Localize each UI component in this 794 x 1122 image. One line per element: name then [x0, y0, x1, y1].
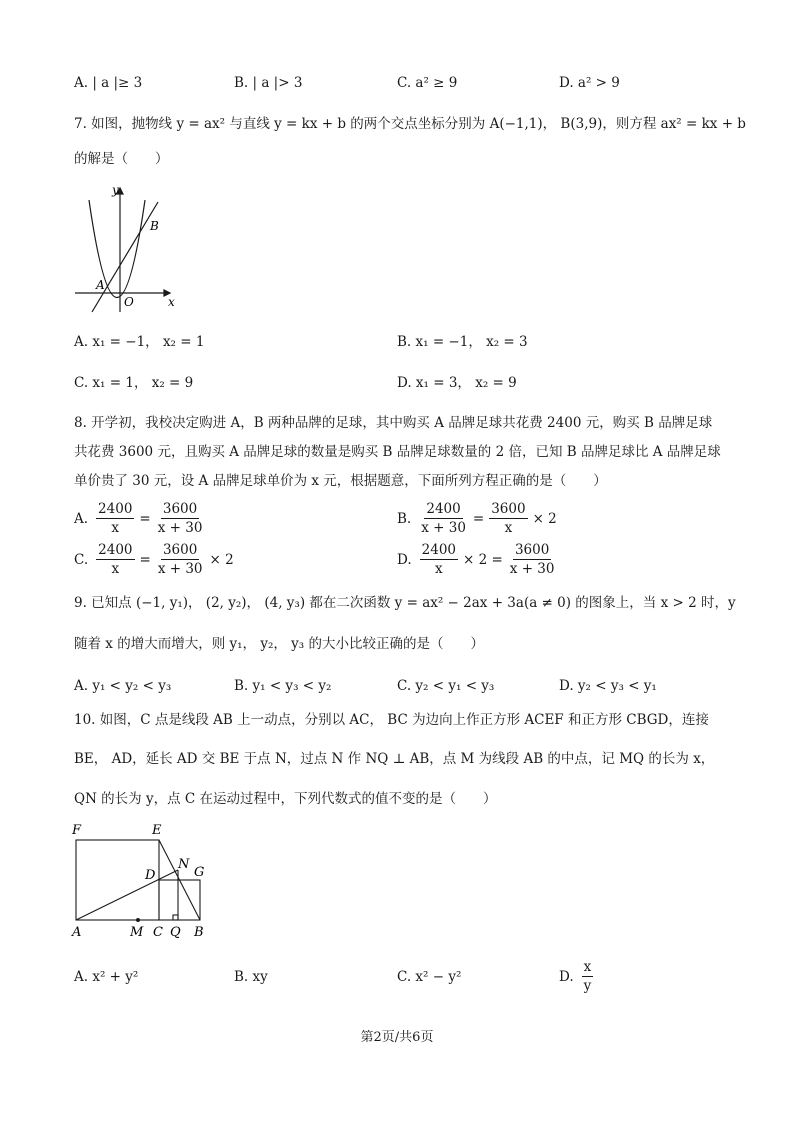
q8-b-tail: × 2: [532, 510, 557, 527]
q10-d-den: y: [583, 978, 592, 994]
q7-label-b: B: [150, 219, 159, 233]
q9-stem-line1: 9. 已知点 (−1, y₁)， (2, y₂)， (4, y₃) 都在二次函数 y = ax² − 2ax + 3a(a ≠ 0) 的图象上，当 x > 2 时，y: [74, 595, 736, 611]
q8-option-b-frac2: [489, 500, 527, 537]
q8-d-d1: x: [435, 561, 443, 577]
q8-b-d1: x + 30: [421, 520, 466, 536]
q10-label-e: E: [152, 823, 162, 838]
q8-a-n1: 2400: [98, 501, 133, 517]
q9-stem-line2: 随着 x 的增大而增大，则 y₁， y₂， y₃ 的大小比较正确的是（ ）: [74, 636, 484, 652]
q9-option-c: C. y₂ < y₁ < y₃: [397, 678, 495, 694]
q8-b-d2: x: [504, 520, 513, 536]
q8-c-d2: x + 30: [157, 561, 203, 577]
q8-c-eq: =: [139, 551, 151, 568]
q8-b-n1: 2400: [426, 501, 461, 517]
q8-d-d2: x + 30: [509, 561, 555, 577]
q6-option-c: C. a² ≥ 9: [397, 75, 458, 91]
q10-option-d-label: D.: [559, 968, 574, 985]
q8-option-c-frac2: [156, 541, 205, 578]
q8-b-eq: =: [472, 510, 485, 527]
q9-option-d: D. y₂ < y₃ < y₁: [559, 678, 657, 694]
q7-option-d: D. x₁ = 3， x₂ = 9: [397, 375, 517, 391]
q8-d-mid: × 2 =: [463, 551, 503, 568]
q8-a-n2: 3600: [162, 501, 198, 517]
q7-option-c: C. x₁ = 1， x₂ = 9: [74, 375, 194, 391]
q9-option-a: A. y₁ < y₂ < y₃: [74, 678, 172, 694]
q8-a-eq: =: [139, 510, 151, 527]
q8-option-c-label: C.: [74, 551, 89, 568]
q10-label-d: D: [145, 868, 156, 883]
q8-option-d-label: D.: [397, 551, 412, 568]
q10-option-a: A. x² + y²: [74, 969, 139, 985]
q6-option-a: A. | a |≥ 3: [74, 75, 143, 91]
q8-option-d-frac1: [420, 541, 458, 578]
q10-line-an: [76, 870, 178, 920]
q8-option-a-frac1: [96, 500, 134, 537]
q7-label-y: y: [112, 183, 119, 197]
q8-option-b-label: B.: [397, 510, 412, 527]
q7-option-a: A. x₁ = −1， x₂ = 1: [74, 334, 205, 350]
q8-option-a-label: A.: [74, 510, 89, 527]
q8-stem-line2: 共花费 3600 元，且购买 A 品牌足球的数量是购买 B 品牌足球数量的 2 倍，已知 B 品牌足球比 A 品牌足球: [74, 444, 721, 460]
q10-option-c: C. x² − y²: [397, 969, 462, 985]
q8-a-d2: x + 30: [157, 520, 203, 536]
q9-option-b: B. y₁ < y₃ < y₂: [234, 678, 332, 694]
q7-stem-line1: 7. 如图，抛物线 y = ax² 与直线 y = kx + b 的两个交点坐标分别为 A(−1,1)， B(3,9)，则方程 ax² = kx + b: [74, 116, 746, 132]
q10-label-c: C: [153, 925, 163, 940]
q7-label-x: x: [168, 295, 175, 309]
q8-b-n2: 3600: [491, 501, 526, 517]
q10-right-angle: [173, 915, 178, 920]
q10-label-b: B: [194, 925, 204, 940]
q8-a-d1: x: [111, 520, 120, 536]
q8-c-tail: × 2: [209, 551, 234, 568]
q8-c-n2: 3600: [162, 542, 198, 558]
q6-option-b: B. | a |> 3: [234, 75, 303, 91]
q6-option-d: D. a² > 9: [559, 75, 620, 91]
q8-option-b-frac1: [419, 500, 468, 537]
q10-label-q: Q: [170, 925, 181, 940]
q10-stem-line2: BE， AD，延长 AD 交 BE 于点 N，过点 N 作 NQ ⊥ AB，点 M 为线段 AB 的中点，记 MQ 的长为 x，: [74, 751, 715, 767]
q10-squares-figure: [66, 820, 226, 942]
q7-label-a: A: [96, 278, 105, 292]
q10-d-num: x: [583, 959, 592, 975]
q7-parabola-figure: [70, 182, 180, 317]
q7-option-b: B. x₁ = −1， x₂ = 3: [397, 334, 528, 350]
q8-c-d1: x: [111, 561, 120, 577]
q8-option-d-frac2: [508, 541, 557, 578]
q7-label-origin: O: [124, 295, 134, 309]
q10-label-g: G: [194, 865, 205, 880]
q8-stem-line1: 8. 开学初，我校决定购进 A，B 两种品牌的足球，其中购买 A 品牌足球共花费 2400 元，购买 B 品牌足球: [74, 415, 713, 431]
q8-c-n1: 2400: [98, 542, 133, 558]
q10-stem-line3: QN 的长为 y，点 C 在运动过程中，下列代数式的值不变的是（ ）: [74, 791, 497, 807]
q10-stem-line1: 10. 如图，C 点是线段 AB 上一动点，分别以 AC， BC 为边向上作正方形 ACEF 和正方形 CBGD，连接: [74, 712, 709, 728]
q8-option-d: [397, 541, 558, 578]
q8-d-n1: 2400: [421, 542, 456, 558]
q8-option-c-frac1: [96, 541, 134, 578]
q8-option-a-frac2: [156, 500, 205, 537]
q8-d-n2: 3600: [514, 542, 550, 558]
q8-stem-line3: 单价贵了 30 元，设 A 品牌足球单价为 x 元，根据题意，下面所列方程正确的是（ ）: [74, 473, 607, 489]
q8-option-c: [74, 541, 237, 578]
q10-label-n: N: [178, 857, 190, 872]
q8-option-b: [397, 500, 560, 537]
q10-square-cbgd: [159, 880, 200, 920]
q10-option-d: [559, 958, 595, 995]
q10-point-m: [136, 918, 140, 922]
page-footer: 第2页/共6页: [360, 1030, 434, 1045]
q10-label-m: M: [130, 925, 144, 940]
q10-option-d-frac: [582, 958, 594, 995]
q7-stem-line2: 的解是（ ）: [74, 151, 169, 167]
q10-label-a: A: [72, 925, 82, 940]
q10-option-b: B. xy: [234, 969, 268, 985]
q8-option-a: [74, 500, 206, 537]
q10-label-f: F: [72, 823, 82, 838]
